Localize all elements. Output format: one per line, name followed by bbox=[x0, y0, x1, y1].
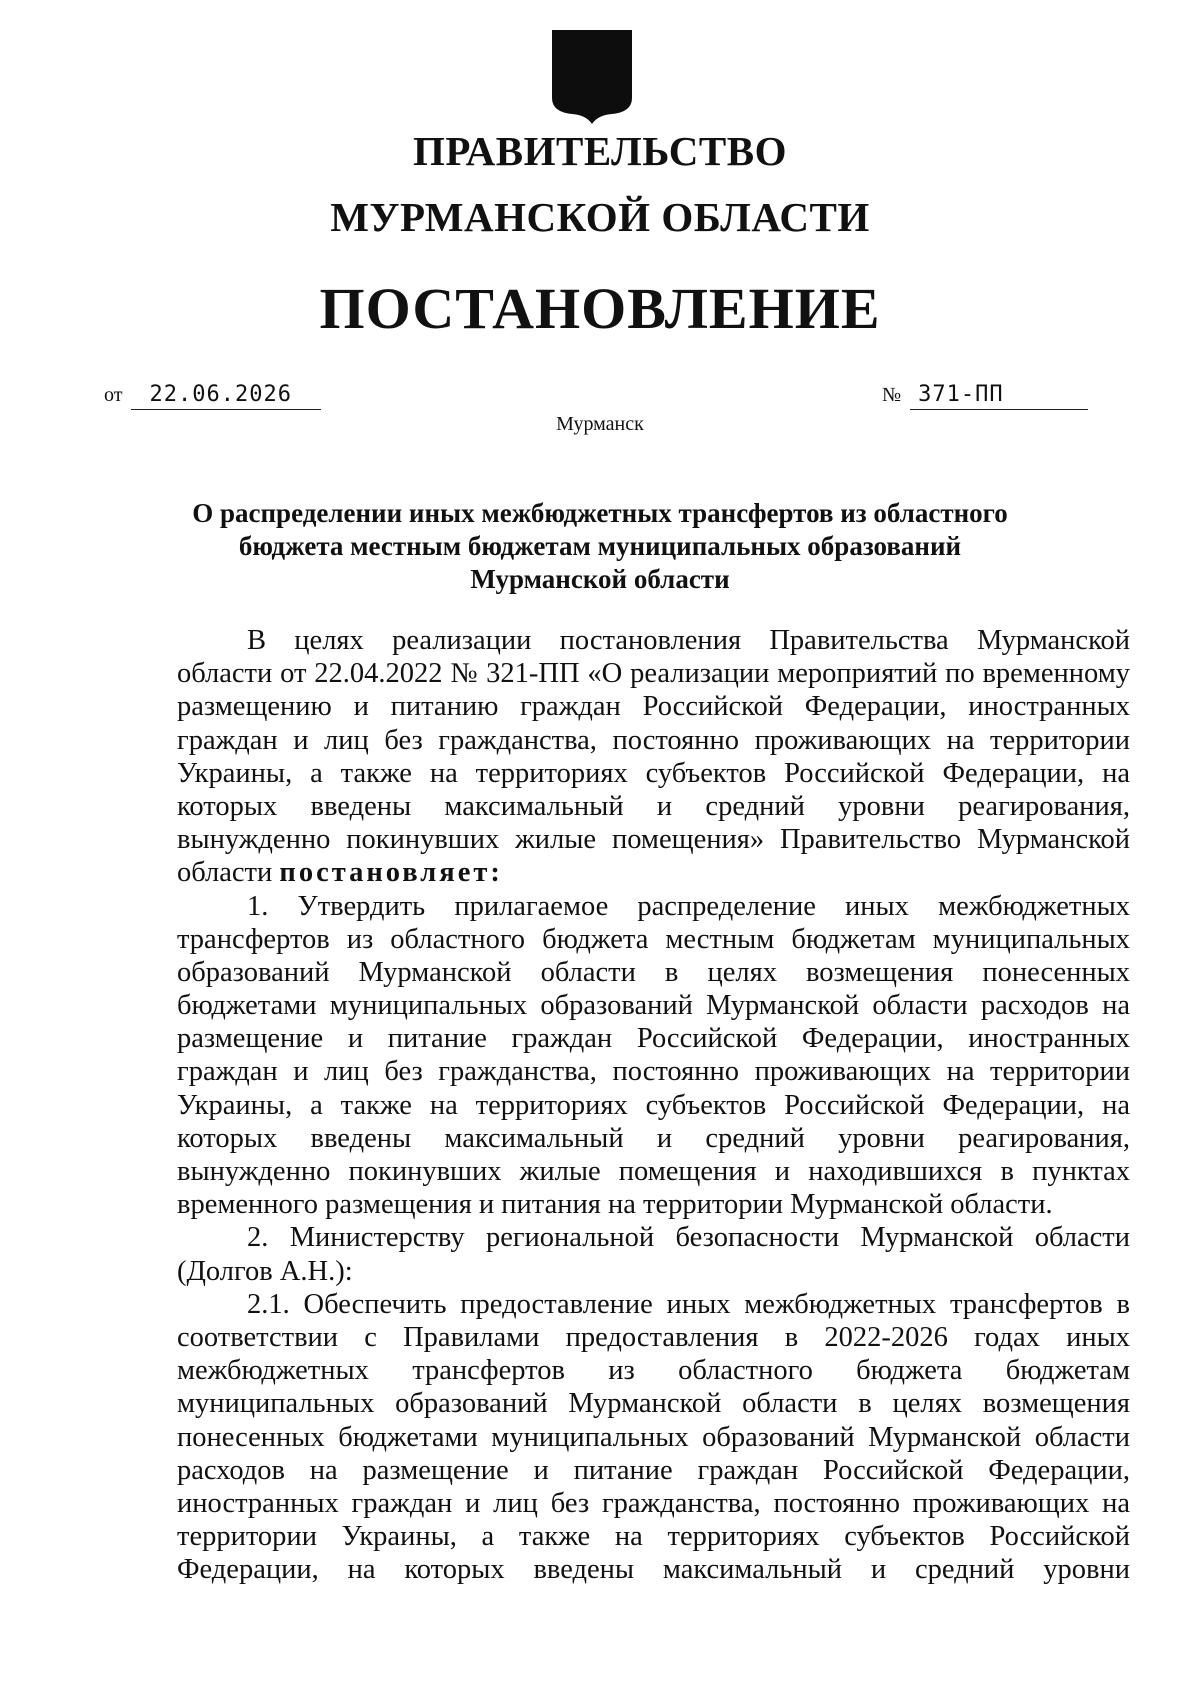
decree-word: постановляет bbox=[279, 857, 491, 889]
body-line: 2. Министерству региональной безопасности Мурманской области bbox=[247, 1222, 1130, 1254]
body-line: Федерации, на которых введены максимальный и средний уровни bbox=[177, 1554, 1130, 1586]
organization-name-line-2: МУРМАНСКОЙ ОБЛАСТИ bbox=[330, 194, 870, 240]
body-line: муниципальных образований Мурманской области в целях возмещения bbox=[177, 1388, 1130, 1420]
body-line: граждан и лиц без гражданства, постоянно проживающих на территории bbox=[177, 724, 1130, 756]
body-line: которых введены максимальный и средний уровни реагирования, bbox=[177, 1122, 1130, 1154]
document-type-heading: ПОСТАНОВЛЕНИЕ bbox=[319, 276, 881, 341]
body-line: образований Мурманской области в целях возмещения понесенных bbox=[177, 956, 1130, 988]
title-line: Мурманской области bbox=[470, 564, 730, 594]
body-line: трансфертов из областного бюджета местным бюджетам муниципальных bbox=[177, 923, 1130, 955]
date-prefix: от bbox=[104, 384, 123, 406]
body-line: В целях реализации постановления Правительства Мурманской bbox=[247, 625, 1130, 656]
body-line: расходов на размещение и питание граждан Российской Федерации, bbox=[177, 1454, 1130, 1486]
body-line: иностранных граждан и лиц без гражданства, постоянно проживающих на bbox=[177, 1487, 1130, 1519]
body-line: бюджетами муниципальных образований Мурманской области расходов на bbox=[177, 990, 1130, 1022]
body-line: временного размещения и питания на территории Мурманской области. bbox=[177, 1189, 1053, 1221]
city-name: Мурманск bbox=[556, 413, 644, 435]
organization-name-line-1: ПРАВИТЕЛЬСТВО bbox=[412, 128, 788, 174]
body-line: соответствии с Правилами предоставления в 2022-2026 годах иных bbox=[177, 1321, 1130, 1353]
body-line: понесенных бюджетами муниципальных образований Мурманской области bbox=[177, 1421, 1130, 1453]
body-line: территории Украины, а также на территориях субъектов Российской bbox=[177, 1521, 1130, 1553]
body-text-fragment: области bbox=[177, 857, 280, 889]
body-line: Украины, а также на территориях субъектов Российской Федерации, на bbox=[177, 757, 1130, 789]
body-line: вынужденно покинувших жилые помещения и находившихся в пунктах bbox=[177, 1156, 1130, 1187]
title-line: О распределении иных межбюджетных трансфертов из областного bbox=[192, 498, 1008, 528]
decree-colon: : bbox=[490, 857, 500, 889]
body-line-decree bbox=[177, 856, 1130, 889]
coat-of-arms-emblem-icon bbox=[550, 28, 634, 126]
body-line: Украины, а также на территориях субъектов Российской Федерации, на bbox=[177, 1089, 1130, 1121]
document-title bbox=[120, 497, 1080, 596]
title-line: бюджета местным бюджетам муниципальных образований bbox=[238, 531, 962, 561]
body-line: 1. Утвердить прилагаемое распределение иных межбюджетных bbox=[247, 890, 1130, 922]
document-number bbox=[882, 378, 1088, 412]
body-line: области от 22.04.2022 № 321-ПП «О реализации мероприятий по временному bbox=[177, 658, 1130, 690]
document-date bbox=[104, 378, 321, 412]
body-line: которых введены максимальный и средний уровни реагирования, bbox=[177, 790, 1130, 822]
body-line: размещению и питанию граждан Российской Федерации, иностранных bbox=[177, 691, 1130, 723]
number-value: 371-ПП bbox=[910, 381, 1088, 410]
date-value: 22.06.2026 bbox=[131, 381, 321, 410]
number-prefix: № bbox=[882, 384, 902, 406]
body-line: вынужденно покинувших жилые помещения» Правительство Мурманской bbox=[177, 824, 1130, 856]
body-line: 2.1. Обеспечить предоставление иных межбюджетных трансфертов в bbox=[247, 1288, 1130, 1320]
body-line: межбюджетных трансфертов из областного бюджета бюджетам bbox=[177, 1355, 1130, 1387]
body-line: размещение и питание граждан Российской Федерации, иностранных bbox=[177, 1023, 1130, 1055]
document-body bbox=[177, 624, 1130, 1586]
body-line: (Долгов А.Н.): bbox=[177, 1255, 353, 1287]
body-line: граждан и лиц без гражданства, постоянно проживающих на территории bbox=[177, 1056, 1130, 1088]
